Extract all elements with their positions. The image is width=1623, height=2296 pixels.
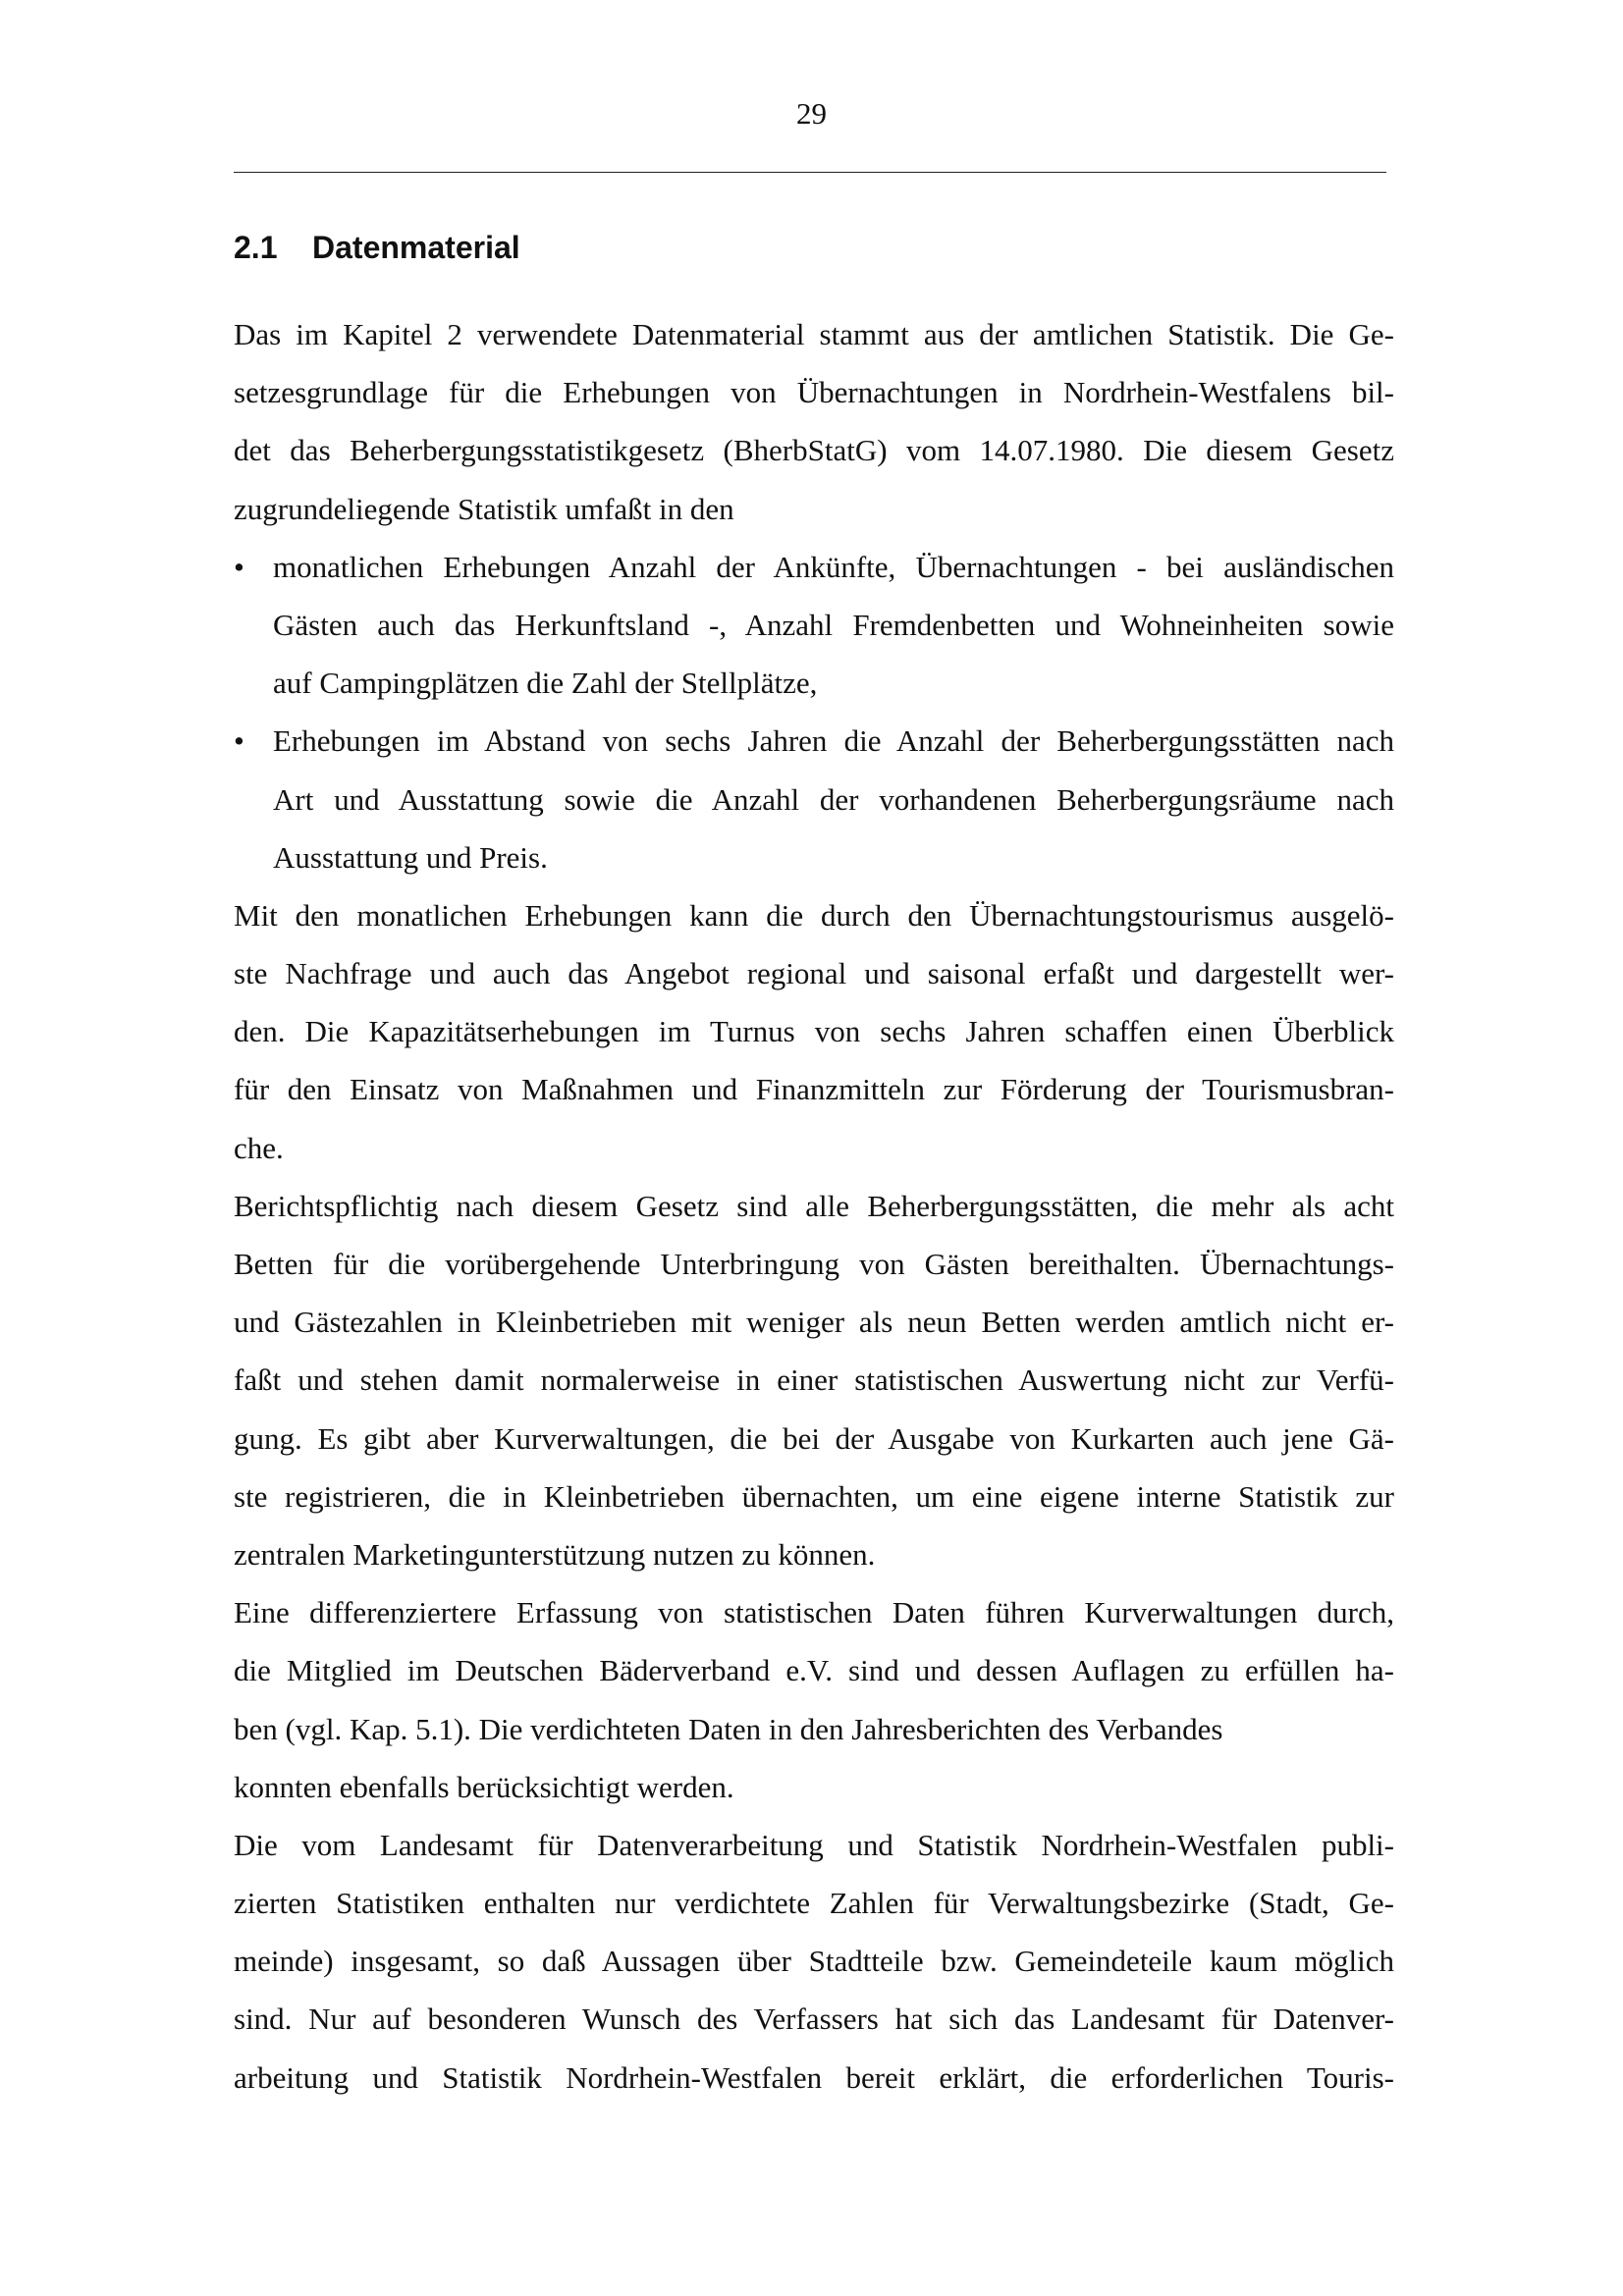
paragraph-spa-association (234, 1583, 1394, 1816)
body-text (234, 305, 1394, 2107)
text-line: konnten ebenfalls berücksichtigt werden. (234, 1769, 734, 1804)
bullet-list (234, 538, 1394, 886)
text-line: Betten für die vorübergehende Unterbringung von Gästen bereithalten. Übernachtungs- (234, 1247, 1394, 1281)
text-line: gung. Es gibt aber Kurverwaltungen, die bei der Ausgabe von Kurkarten auch jene Gä- (234, 1420, 1394, 1456)
bullet-icon: • (234, 723, 244, 759)
section-title: Datenmaterial (312, 230, 520, 265)
paragraph-monthly-surveys (234, 886, 1394, 1177)
bullet-icon: • (234, 549, 244, 584)
text-line: zentralen Marketingunterstützung nutzen zu können. (234, 1536, 876, 1572)
paragraph-state-office (234, 1816, 1394, 2107)
text-line: arbeitung und Statistik Nordrhein-Westfalen bereit erklärt, die erforderlichen Touris- (234, 2059, 1394, 2095)
text-line: Die vom Landesamt für Datenverarbeitung und Statistik Nordrhein-Westfalen publi- (234, 1827, 1394, 1862)
text-line: Berichtspflichtig nach diesem Gesetz sind alle Beherbergungsstätten, die mehr als acht (234, 1188, 1394, 1223)
bullet-item (234, 712, 1394, 886)
paragraph-reporting-duty (234, 1177, 1394, 1583)
text-line: Art und Ausstattung sowie die Anzahl der vorhandenen Beherbergungsräume nach (273, 781, 1394, 817)
text-line: faßt und stehen damit normalerweise in einer statistischen Auswertung nicht zur Verfü- (234, 1362, 1394, 1398)
paragraph-intro (234, 305, 1394, 538)
text-line: zugrundeliegende Statistik umfaßt in den (234, 491, 734, 526)
text-line: det das Beherbergungsstatistikgesetz (BherbStatG) vom 14.07.1980. Die diesem Gesetz (234, 433, 1394, 468)
text-line: und Gästezahlen in Kleinbetrieben mit weniger als neun Betten werden amtlich nicht er- (234, 1305, 1394, 1340)
text-line: zierten Statistiken enthalten nur verdichtete Zahlen für Verwaltungsbezirke (Stadt, Ge- (234, 1886, 1394, 1921)
text-line: die Mitglied im Deutschen Bäderverband e.V. sind und dessen Auflagen zu erfüllen ha- (234, 1653, 1394, 1688)
text-line: ben (vgl. Kap. 5.1). Die verdichteten Daten in den Jahresberichten des Verbandes (234, 1711, 1223, 1746)
text-line: ste Nachfrage und auch das Angebot regional und saisonal erfaßt und dargestellt wer- (234, 956, 1394, 991)
text-line: sind. Nur auf besonderen Wunsch des Verfassers hat sich das Landesamt für Datenver- (234, 2002, 1394, 2037)
text-line: Das im Kapitel 2 verwendete Datenmaterial stammt aus der amtlichen Statistik. Die Ge- (234, 317, 1394, 351)
text-line: monatlichen Erhebungen Anzahl der Ankünfte, Übernachtungen - bei ausländischen (273, 549, 1394, 584)
section-heading (234, 228, 520, 267)
text-line: che. (234, 1130, 284, 1165)
text-line: Gästen auch das Herkunftsland -, Anzahl Fremdenbetten und Wohneinheiten sowie (273, 607, 1394, 642)
page-number: 29 (796, 96, 827, 131)
bullet-item (234, 538, 1394, 713)
text-line: ste registrieren, die in Kleinbetrieben übernachten, um eine eigene interne Statistik zur (234, 1478, 1394, 1514)
text-line: Erhebungen im Abstand von sechs Jahren die Anzahl der Beherbergungsstätten nach (273, 723, 1394, 759)
section-number: 2.1 (234, 230, 278, 265)
text-line: Eine differenziertere Erfassung von statistischen Daten führen Kurverwaltungen durch, (234, 1595, 1394, 1630)
text-line: setzesgrundlage für die Erhebungen von Übernachtungen in Nordrhein-Westfalens bil- (234, 375, 1394, 410)
text-line: Mit den monatlichen Erhebungen kann die durch den Übernachtungstourismus ausgelö- (234, 897, 1394, 933)
header-rule (234, 172, 1386, 173)
text-line: für den Einsatz von Maßnahmen und Finanzmitteln zur Förderung der Tourismusbran- (234, 1072, 1394, 1107)
text-line: Ausstattung und Preis. (273, 839, 548, 875)
text-line: auf Campingplätzen die Zahl der Stellplätze, (273, 666, 818, 701)
text-line: den. Die Kapazitätserhebungen im Turnus von sechs Jahren schaffen einen Überblick (234, 1014, 1394, 1049)
text-line: meinde) insgesamt, so daß Aussagen über Stadtteile bzw. Gemeindeteile kaum möglich (234, 1944, 1394, 1979)
